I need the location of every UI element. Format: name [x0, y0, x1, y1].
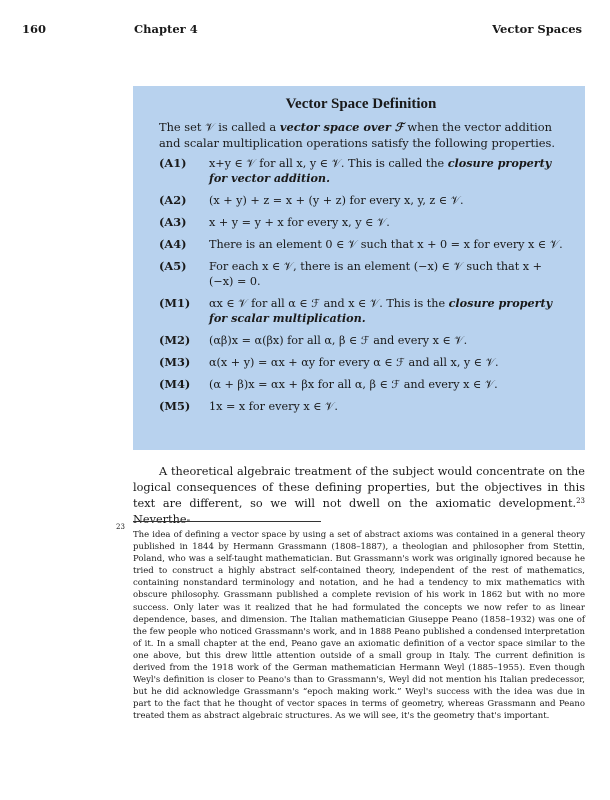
axiom-emphasis: closure property for vector addition.: [209, 156, 552, 185]
axiom-text: x + y = y + x for every x, y ∈ 𝒱.: [209, 216, 390, 229]
footnote-text: The idea of defining a vector space by using a set of abstract axioms was contained in a general theory published in 1844 by Hermann Grassmann (1808–1887), a theologian and philosopher from Stettin, Poland, who was a self-taught mathematician. But Grassmann's work was originally ignored because he tried to construct a highly abstract self-contained theory, independent of the rest of mathematics, containing nonstandard terminology and notation, and he had a tendency to mix mathematics with obscure philosophy. Grassmann published a complete revision of his work in 1862 but with no more success. Only later was it realized that he had formulated the concepts we now refer to as linear dependence, bases, and dimension. The Italian mathematician Giuseppe Peano (1858–1932) was one of the few people who noticed Grassmann's work, and in 1888 Peano published a condensed interpretation of it. In a small chapter at the end, Peano gave an axiomatic definition of a vector space similar to the one above, but this drew little attention outside of a small group in Italy. The current definition is derived from the 1918 work of the German mathematician Hermann Weyl (1885–1955). Even though Weyl's definition is closer to Peano's than to Grassmann's, Weyl did not mention his Italian predecessor, but he did acknowledge Grassmann's “epoch making work.” Weyl's success with the idea was due in part to the fact that he thought of vector spaces in terms of geometry, whereas Grassmann and Peano treated them as abstract algebraic structures. As we will see, it's the geometry that's important.: [133, 530, 585, 722]
axiom-label: (A4): [159, 237, 187, 251]
axiom-m2: [159, 333, 563, 348]
axiom-text: For each x ∈ 𝒱, there is an element (−x) ∈ 𝒱 such that x + (−x) = 0.: [209, 260, 543, 288]
axiom-text: x+y ∈ 𝒱 for all x, y ∈ 𝒱. This is called the: [209, 157, 448, 170]
axiom-text: (αβ)x = α(βx) for all α, β ∈ ℱ and every x ∈ 𝒱.: [209, 334, 468, 347]
page-header: [22, 22, 582, 38]
paragraph-tail: Neverthe-: [133, 513, 191, 526]
axiom-label: (A5): [159, 259, 187, 273]
body-paragraph: [133, 464, 585, 528]
axiom-label: (M3): [159, 355, 191, 369]
axiom-label: (A2): [159, 193, 187, 207]
axiom-a5: [159, 259, 563, 289]
axiom-m3: [159, 355, 563, 370]
intro-text-b: when the vector addition and scalar multiplication operations satisfy the following properties.: [159, 120, 555, 150]
axiom-label: (M1): [159, 296, 191, 310]
axiom-label: (M4): [159, 377, 191, 391]
axiom-label: (M5): [159, 399, 191, 413]
chapter-title: Chapter 4: [134, 22, 198, 36]
axiom-m5: [159, 399, 563, 414]
axiom-emphasis: closure property for scalar multiplication.: [209, 296, 553, 325]
axiom-label: (A1): [159, 156, 187, 170]
footnote-divider: [133, 521, 321, 522]
axiom-text: (α + β)x = αx + βx for all α, β ∈ ℱ and every x ∈ 𝒱.: [209, 378, 498, 391]
axiom-a4: [159, 237, 563, 252]
axiom-label: (A3): [159, 215, 187, 229]
axiom-text: αx ∈ 𝒱 for all α ∈ ℱ and x ∈ 𝒱. This is the: [209, 297, 449, 310]
axiom-m1: [159, 296, 563, 326]
page-number: 160: [22, 22, 47, 36]
axiom-text: α(x + y) = αx + αy for every α ∈ ℱ and all x, y ∈ 𝒱.: [209, 356, 499, 369]
intro-emphasis: vector space over ℱ: [279, 120, 404, 134]
axiom-a1: [159, 156, 563, 186]
axiom-text: 1x = x for every x ∈ 𝒱.: [209, 400, 338, 413]
axiom-text: There is an element 0 ∈ 𝒱 such that x + 0 = x for every x ∈ 𝒱.: [209, 238, 563, 251]
axiom-text: (x + y) + z = x + (y + z) for every x, y, z ∈ 𝒱.: [209, 194, 464, 207]
paragraph-text: A theoretical algebraic treatment of the subject would concentrate on the logical consequences of these defining properties, but the objectives in this text are different, so we will not dwell on the axiomatic development.: [133, 465, 585, 510]
footnote-reference[interactable]: 23: [576, 497, 585, 505]
axiom-a3: [159, 215, 563, 230]
definition-box: [133, 86, 585, 450]
axiom-label: (M2): [159, 333, 191, 347]
intro-text-a: The set 𝒱 is called a: [159, 120, 280, 134]
axiom-m4: [159, 377, 563, 392]
axiom-a2: [159, 193, 563, 208]
definition-title: Vector Space Definition: [285, 96, 437, 112]
section-title: Vector Spaces: [492, 22, 582, 36]
definition-intro: [159, 119, 563, 151]
footnote-mark: 23: [116, 523, 125, 531]
